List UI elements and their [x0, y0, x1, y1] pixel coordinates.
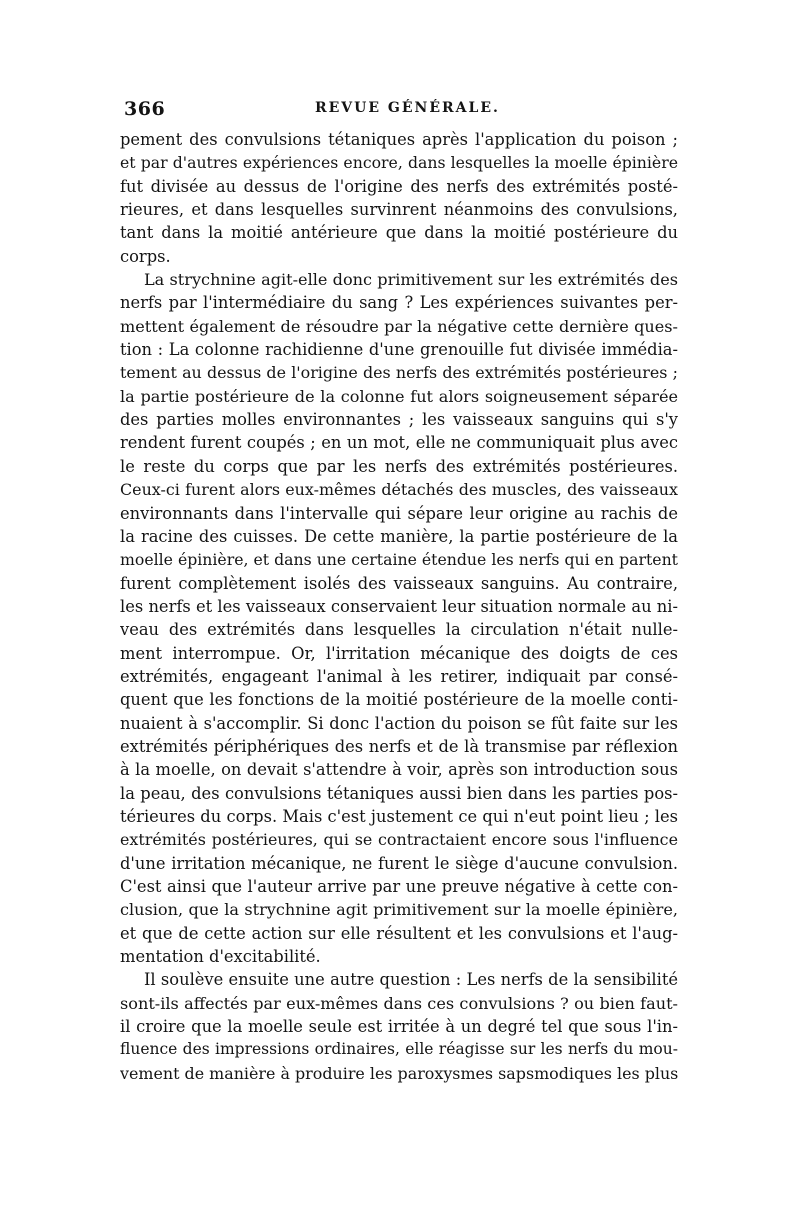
- text-line: tant dans la moitié antérieure que dans la moitié postérieure du: [120, 223, 678, 243]
- text-line: le reste du corps que par les nerfs des extrémités postérieures.: [120, 456, 678, 476]
- text-line: furent complètement isolés des vaisseaux sanguins. Au contraire,: [120, 573, 678, 593]
- text-line: quent que les fonctions de la moitié postérieure de la moelle conti-: [120, 690, 678, 710]
- running-head: [120, 98, 678, 124]
- text-line: tion : La colonne rachidienne d'une grenouille fut divisée immédia-: [120, 340, 678, 360]
- text-line: les nerfs et les vaisseaux conservaient leur situation normale au ni-: [120, 596, 678, 616]
- text-line: La strychnine agit-elle donc primitivement sur les extrémités des: [144, 270, 678, 290]
- text-line: mentation d'excitabilité.: [120, 947, 321, 967]
- text-line: clusion, que la strychnine agit primitivement sur la moelle épinière,: [120, 900, 678, 920]
- text-line: et que de cette action sur elle résultent et les convulsions et l'aug-: [120, 923, 678, 943]
- text-line: et par d'autres expériences encore, dans lesquelles la moelle épinière: [120, 153, 678, 173]
- text-line: rendent furent coupés ; en un mot, elle ne communiquait plus avec: [120, 433, 678, 453]
- text-line: Il soulève ensuite une autre question : Les nerfs de la sensibilité: [144, 970, 678, 990]
- text-line: C'est ainsi que l'auteur arrive par une preuve négative à cette con-: [120, 877, 678, 896]
- text-line: d'une irritation mécanique, ne furent le siège d'aucune convulsion.: [120, 853, 678, 873]
- text-line: pement des convulsions tétaniques après l'application du poison ;: [120, 130, 678, 149]
- text-line: Ceux-ci furent alors eux-mêmes détachés des muscles, des vaisseaux: [120, 480, 678, 500]
- text-line: fluence des impressions ordinaires, elle réagisse sur les nerfs du mou-: [120, 1040, 678, 1059]
- text-line: tement au dessus de l'origine des nerfs des extrémités postérieures ;: [120, 363, 678, 383]
- text-line: térieures du corps. Mais c'est justement ce qui n'eut point lieu ; les: [120, 806, 678, 826]
- text-line: corps.: [120, 246, 171, 266]
- text-line: mettent également de résoudre par la négative cette dernière ques-: [120, 316, 678, 336]
- text-line: ment interrompue. Or, l'irritation mécanique des doigts de ces: [120, 643, 678, 663]
- journal-title: REVUE GÉNÉRALE.: [315, 100, 500, 116]
- text-line: moelle épinière, et dans une certaine étendue les nerfs qui en partent: [120, 550, 678, 570]
- text-line: vement de manière à produire les paroxysmes sapsmodiques les plus: [120, 1063, 678, 1083]
- text-line: la peau, des convulsions tétaniques aussi bien dans les parties pos-: [120, 783, 678, 803]
- text-line: à la moelle, on devait s'attendre à voir, après son introduction sous: [120, 760, 678, 780]
- body-text: [120, 128, 678, 1085]
- text-line: nerfs par l'intermédiaire du sang ? Les expériences suivantes per-: [120, 293, 678, 313]
- text-line: des parties molles environnantes ; les vaisseaux sanguins qui s'y: [120, 410, 678, 430]
- page-number: 366: [124, 98, 166, 120]
- text-line: environnants dans l'intervalle qui sépare leur origine au rachis de: [120, 503, 678, 523]
- text-line: nuaient à s'accomplir. Si donc l'action du poison se fût faite sur les: [120, 713, 678, 733]
- text-line: extrémités, engageant l'animal à les retirer, indiquait par consé-: [120, 666, 678, 686]
- text-line: rieures, et dans lesquelles survinrent néanmoins des convulsions,: [120, 200, 678, 220]
- text-line: extrémités postérieures, qui se contractaient encore sous l'influence: [120, 830, 678, 850]
- text-line: sont-ils affectés par eux-mêmes dans ces convulsions ? ou bien faut-: [120, 993, 678, 1013]
- text-line: la racine des cuisses. De cette manière, la partie postérieure de la: [120, 526, 678, 546]
- text-line: extrémités périphériques des nerfs et de là transmise par réflexion: [120, 736, 678, 756]
- text-line: veau des extrémités dans lesquelles la circulation n'était nulle-: [120, 620, 678, 640]
- text-line: fut divisée au dessus de l'origine des nerfs des extrémités posté-: [120, 176, 678, 196]
- text-line: la partie postérieure de la colonne fut alors soigneusement séparée: [120, 386, 678, 406]
- text-line: il croire que la moelle seule est irritée à un degré tel que sous l'in-: [120, 1017, 678, 1037]
